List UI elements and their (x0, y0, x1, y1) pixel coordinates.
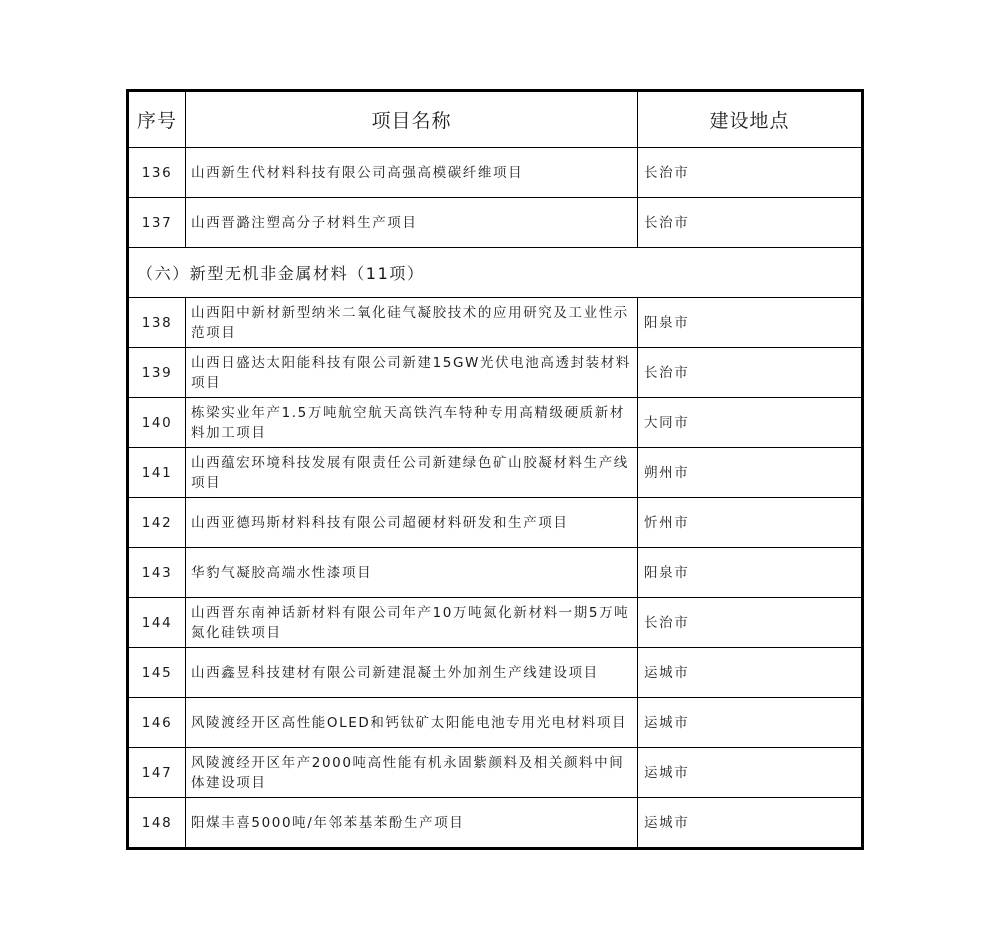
row-location: 阳泉市 (638, 548, 862, 598)
table-row (129, 298, 862, 348)
row-project-name: 华豹气凝胶高端水性漆项目 (186, 548, 638, 598)
row-project-name: 山西蕴宏环境科技发展有限责任公司新建绿色矿山胶凝材料生产线项目 (186, 448, 638, 498)
row-serial-number: 138 (129, 298, 186, 348)
row-project-name: 风陵渡经开区高性能OLED和钙钛矿太阳能电池专用光电材料项目 (186, 698, 638, 748)
row-project-name: 阳煤丰喜5000吨/年邻苯基苯酚生产项目 (186, 798, 638, 848)
row-location: 运城市 (638, 648, 862, 698)
row-project-name: 风陵渡经开区年产2000吨高性能有机永固紫颜料及相关颜料中间体建设项目 (186, 748, 638, 798)
row-location: 长治市 (638, 148, 862, 198)
row-project-name: 山西日盛达太阳能科技有限公司新建15GW光伏电池高透封装材料项目 (186, 348, 638, 398)
row-project-name: 山西鑫昱科技建材有限公司新建混凝土外加剂生产线建设项目 (186, 648, 638, 698)
project-table-grid (128, 91, 862, 848)
row-location: 朔州市 (638, 448, 862, 498)
table-row (129, 398, 862, 448)
row-serial-number: 141 (129, 448, 186, 498)
row-location: 长治市 (638, 198, 862, 248)
row-location: 忻州市 (638, 498, 862, 548)
section-row (129, 248, 862, 298)
table-row (129, 198, 862, 248)
row-serial-number: 147 (129, 748, 186, 798)
row-serial-number: 140 (129, 398, 186, 448)
table-row (129, 548, 862, 598)
row-project-name: 栋梁实业年产1.5万吨航空航天高铁汽车特种专用高精级硬质新材料加工项目 (186, 398, 638, 448)
row-location: 长治市 (638, 348, 862, 398)
row-location: 长治市 (638, 598, 862, 648)
table-row (129, 748, 862, 798)
row-location: 运城市 (638, 698, 862, 748)
header-serial-number: 序号 (129, 92, 186, 148)
row-location: 运城市 (638, 748, 862, 798)
table-row (129, 448, 862, 498)
row-location: 大同市 (638, 398, 862, 448)
table-row (129, 348, 862, 398)
row-serial-number: 137 (129, 198, 186, 248)
row-project-name: 山西阳中新材新型纳米二氧化硅气凝胶技术的应用研究及工业性示范项目 (186, 298, 638, 348)
table-row (129, 148, 862, 198)
row-serial-number: 145 (129, 648, 186, 698)
table-row (129, 498, 862, 548)
table-row (129, 798, 862, 848)
row-serial-number: 143 (129, 548, 186, 598)
row-project-name: 山西晋东南神话新材料有限公司年产10万吨氮化新材料一期5万吨氮化硅铁项目 (186, 598, 638, 648)
table-row (129, 698, 862, 748)
row-project-name: 山西晋潞注塑高分子材料生产项目 (186, 198, 638, 248)
header-location: 建设地点 (638, 92, 862, 148)
row-project-name: 山西亚德玛斯材料科技有限公司超硬材料研发和生产项目 (186, 498, 638, 548)
row-serial-number: 139 (129, 348, 186, 398)
header-project-name: 项目名称 (186, 92, 638, 148)
row-serial-number: 148 (129, 798, 186, 848)
row-location: 运城市 (638, 798, 862, 848)
section-title: （六）新型无机非金属材料（11项） (129, 248, 862, 298)
table-row (129, 598, 862, 648)
row-serial-number: 144 (129, 598, 186, 648)
row-serial-number: 146 (129, 698, 186, 748)
project-table (126, 89, 864, 850)
row-serial-number: 136 (129, 148, 186, 198)
row-serial-number: 142 (129, 498, 186, 548)
row-location: 阳泉市 (638, 298, 862, 348)
table-row (129, 648, 862, 698)
row-project-name: 山西新生代材料科技有限公司高强高模碳纤维项目 (186, 148, 638, 198)
header-row (129, 92, 862, 148)
